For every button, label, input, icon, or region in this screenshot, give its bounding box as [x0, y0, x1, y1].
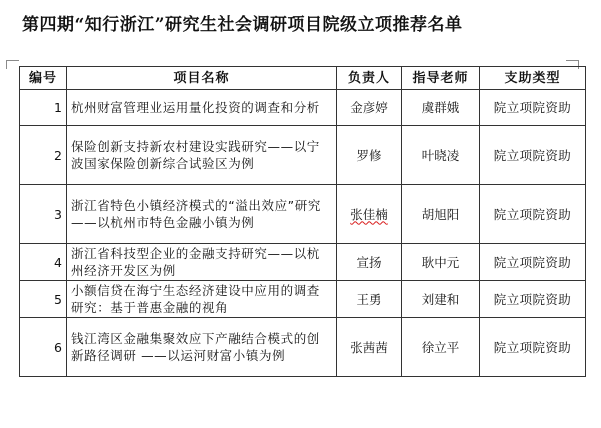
cell-no: 5 [20, 281, 67, 318]
table-row [20, 318, 586, 377]
cell-funding-type: 院立项院资助 [480, 185, 586, 244]
cell-project-name: 保险创新支持新农村建设实践研究——以宁波国家保险创新综合试验区为例 [67, 126, 337, 185]
table-row [20, 185, 586, 244]
header-project-name: 项目名称 [67, 67, 337, 90]
table-row [20, 244, 586, 281]
cell-no: 3 [20, 185, 67, 244]
cell-leader: 宣扬 [337, 244, 402, 281]
project-table [19, 66, 586, 377]
spellcheck-underline: 张佳楠 [350, 206, 388, 222]
header-funding-type: 支助类型 [480, 67, 586, 90]
cell-no: 4 [20, 244, 67, 281]
cell-advisor: 刘建和 [402, 281, 480, 318]
cell-funding-type: 院立项院资助 [480, 318, 586, 377]
cell-advisor: 徐立平 [402, 318, 480, 377]
cell-leader [337, 185, 402, 244]
cell-advisor: 虞群娥 [402, 90, 480, 126]
cell-no: 6 [20, 318, 67, 377]
cell-funding-type: 院立项院资助 [480, 126, 586, 185]
cell-funding-type: 院立项院资助 [480, 244, 586, 281]
table-row [20, 281, 586, 318]
cell-leader: 张茜茜 [337, 318, 402, 377]
cell-project-name: 浙江省特色小镇经济模式的“溢出效应”研究——以杭州市特色金融小镇为例 [67, 185, 337, 244]
cell-project-name: 浙江省科技型企业的金融支持研究——以杭州经济开发区为例 [67, 244, 337, 281]
header-advisor: 指导老师 [402, 67, 480, 90]
cell-leader: 罗修 [337, 126, 402, 185]
document-title: 第四期“知行浙江”研究生社会调研项目院级立项推荐名单 [22, 15, 463, 35]
header-leader: 负责人 [337, 67, 402, 90]
table-row [20, 126, 586, 185]
cell-funding-type: 院立项院资助 [480, 281, 586, 318]
cell-project-name: 杭州财富管理业运用量化投资的调查和分析 [67, 90, 337, 126]
table-header-row [20, 67, 586, 90]
cell-advisor: 胡旭阳 [402, 185, 480, 244]
cell-project-name: 小额信贷在海宁生态经济建设中应用的调查研究：基于普惠金融的视角 [67, 281, 337, 318]
cell-funding-type: 院立项院资助 [480, 90, 586, 126]
cell-no: 2 [20, 126, 67, 185]
header-no: 编号 [20, 67, 67, 90]
cell-advisor: 耿中元 [402, 244, 480, 281]
cell-advisor: 叶晓凌 [402, 126, 480, 185]
cell-project-name: 钱江湾区金融集聚效应下产融结合模式的创新路径调研 ——以运河财富小镇为例 [67, 318, 337, 377]
table-row [20, 90, 586, 126]
cell-no: 1 [20, 90, 67, 126]
cell-leader: 王勇 [337, 281, 402, 318]
cell-leader: 金彦婷 [337, 90, 402, 126]
